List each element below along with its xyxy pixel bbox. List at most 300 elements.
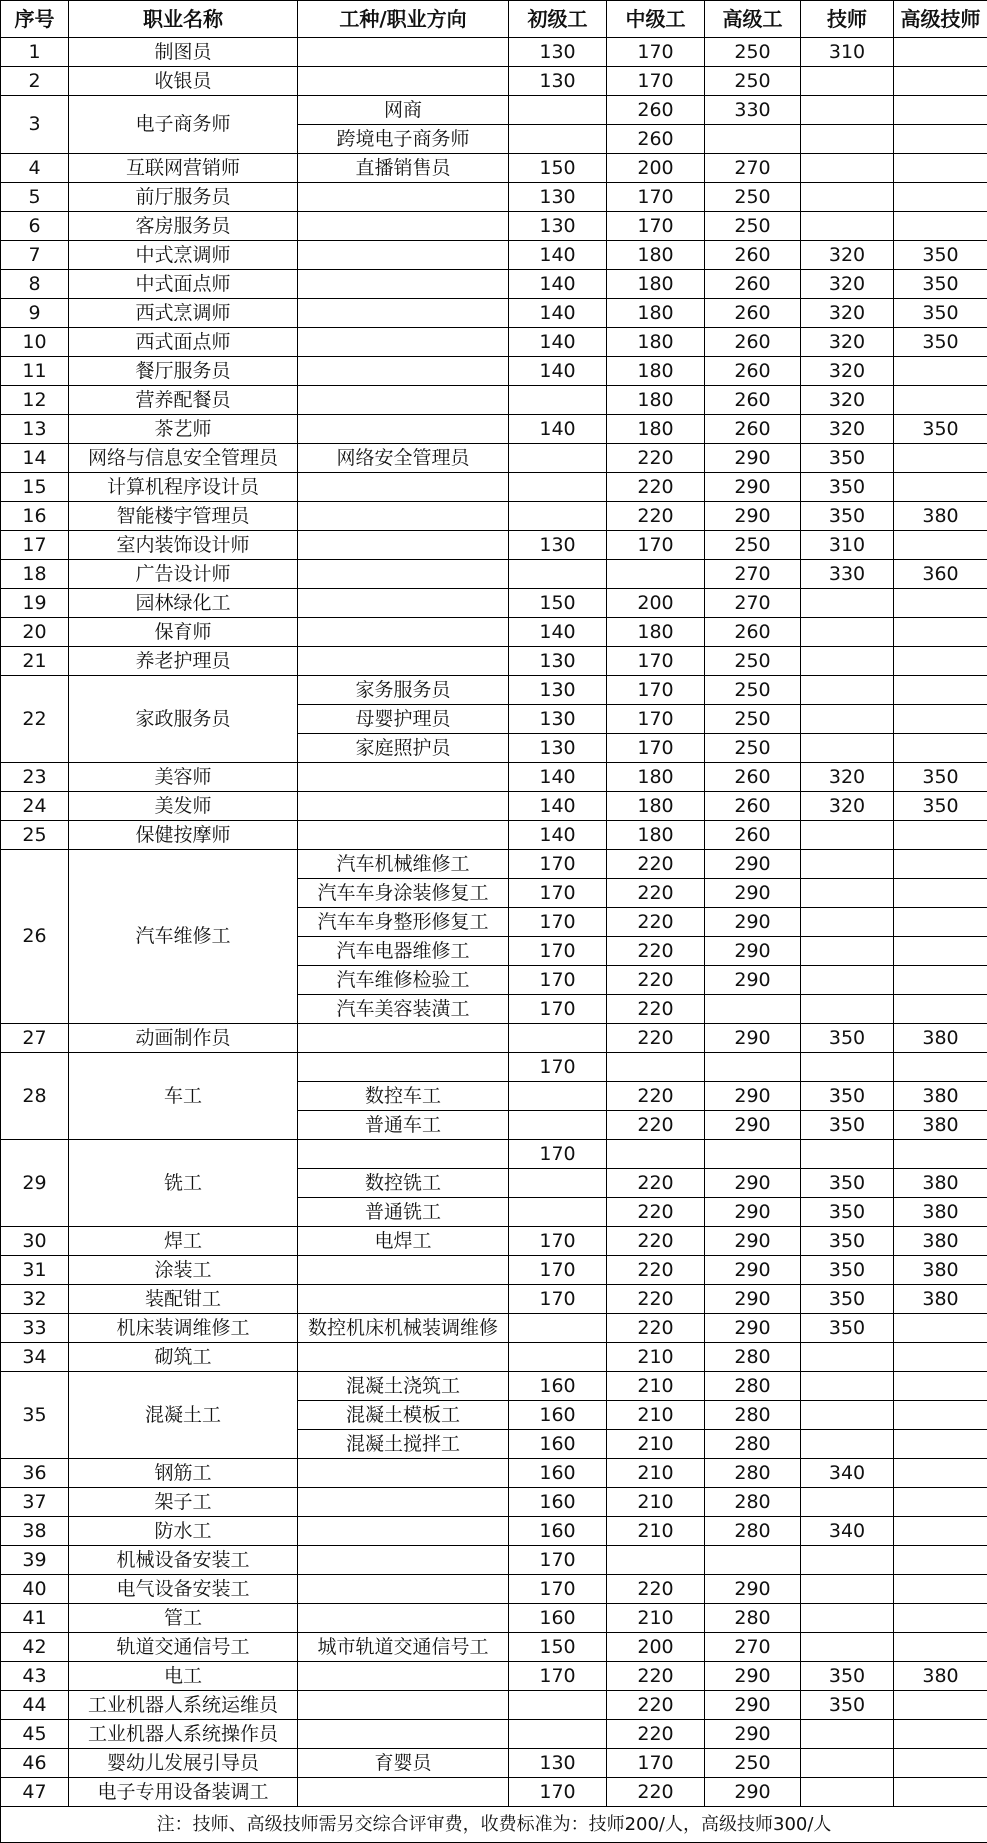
fee-cell-intermediate: 170 bbox=[607, 705, 705, 734]
fee-cell-junior bbox=[509, 125, 607, 154]
table-row bbox=[1, 1575, 987, 1604]
row-number-cell: 36 bbox=[1, 1459, 69, 1488]
fee-cell-technician: 350 bbox=[801, 1691, 894, 1720]
fee-cell-senior: 290 bbox=[705, 1720, 801, 1749]
occupation-name-cell: 美发师 bbox=[69, 792, 298, 821]
fee-cell-technician bbox=[801, 1488, 894, 1517]
job-direction-cell bbox=[298, 1778, 509, 1807]
table-row bbox=[1, 1372, 987, 1401]
fee-cell-technician bbox=[801, 1604, 894, 1633]
job-direction-cell: 网络安全管理员 bbox=[298, 444, 509, 473]
fee-cell-junior: 170 bbox=[509, 1227, 607, 1256]
fee-cell-intermediate: 220 bbox=[607, 1198, 705, 1227]
fee-cell-technician bbox=[801, 1053, 894, 1082]
fee-cell-technician bbox=[801, 908, 894, 937]
job-direction-cell: 混凝土浇筑工 bbox=[298, 1372, 509, 1401]
fee-cell-intermediate: 200 bbox=[607, 154, 705, 183]
fee-cell-senior-technician: 380 bbox=[894, 1662, 987, 1691]
fee-cell-senior: 270 bbox=[705, 560, 801, 589]
job-direction-cell: 跨境电子商务师 bbox=[298, 125, 509, 154]
row-number-cell: 8 bbox=[1, 270, 69, 299]
row-number-cell: 20 bbox=[1, 618, 69, 647]
fee-cell-junior: 160 bbox=[509, 1488, 607, 1517]
fee-cell-intermediate: 260 bbox=[607, 125, 705, 154]
table-row bbox=[1, 1024, 987, 1053]
fee-cell-senior: 260 bbox=[705, 821, 801, 850]
fee-cell-intermediate: 170 bbox=[607, 647, 705, 676]
job-direction-cell: 母婴护理员 bbox=[298, 705, 509, 734]
row-number-cell: 7 bbox=[1, 241, 69, 270]
fee-cell-junior: 170 bbox=[509, 966, 607, 995]
fee-cell-senior: 290 bbox=[705, 1691, 801, 1720]
fee-cell-senior-technician: 380 bbox=[894, 1285, 987, 1314]
fee-cell-senior: 260 bbox=[705, 328, 801, 357]
occupation-name-cell: 收银员 bbox=[69, 67, 298, 96]
fee-cell-junior bbox=[509, 1082, 607, 1111]
fee-cell-junior: 140 bbox=[509, 618, 607, 647]
occupation-name-cell: 婴幼儿发展引导员 bbox=[69, 1749, 298, 1778]
fee-cell-technician: 330 bbox=[801, 560, 894, 589]
fee-cell-senior-technician bbox=[894, 1053, 987, 1082]
occupation-name-cell: 动画制作员 bbox=[69, 1024, 298, 1053]
occupation-name-cell: 中式面点师 bbox=[69, 270, 298, 299]
job-direction-cell bbox=[298, 589, 509, 618]
fee-cell-senior: 290 bbox=[705, 473, 801, 502]
table-row bbox=[1, 502, 987, 531]
job-direction-cell: 数控机床机械装调维修 bbox=[298, 1314, 509, 1343]
job-direction-cell bbox=[298, 1488, 509, 1517]
occupation-name-cell: 工业机器人系统操作员 bbox=[69, 1720, 298, 1749]
fee-cell-technician: 320 bbox=[801, 270, 894, 299]
fee-cell-intermediate: 220 bbox=[607, 473, 705, 502]
fee-cell-technician bbox=[801, 96, 894, 125]
fee-cell-technician: 350 bbox=[801, 473, 894, 502]
row-number-cell: 13 bbox=[1, 415, 69, 444]
fee-cell-senior-technician bbox=[894, 96, 987, 125]
row-number-cell: 42 bbox=[1, 1633, 69, 1662]
fee-cell-senior: 260 bbox=[705, 357, 801, 386]
fee-cell-junior: 140 bbox=[509, 328, 607, 357]
fee-cell-senior-technician: 380 bbox=[894, 1256, 987, 1285]
job-direction-cell bbox=[298, 1575, 509, 1604]
fee-cell-technician: 320 bbox=[801, 763, 894, 792]
table-row bbox=[1, 96, 987, 125]
row-number-cell: 39 bbox=[1, 1546, 69, 1575]
fee-cell-intermediate: 220 bbox=[607, 1575, 705, 1604]
occupation-name-cell: 前厅服务员 bbox=[69, 183, 298, 212]
fee-cell-senior: 270 bbox=[705, 154, 801, 183]
fee-cell-senior: 290 bbox=[705, 850, 801, 879]
occupation-name-cell: 焊工 bbox=[69, 1227, 298, 1256]
occupation-name-cell: 装配钳工 bbox=[69, 1285, 298, 1314]
fee-cell-senior-technician bbox=[894, 1604, 987, 1633]
fee-cell-junior bbox=[509, 502, 607, 531]
table-row bbox=[1, 183, 987, 212]
fee-cell-senior-technician bbox=[894, 734, 987, 763]
fee-cell-intermediate: 220 bbox=[607, 937, 705, 966]
fee-cell-junior: 160 bbox=[509, 1430, 607, 1459]
fee-cell-intermediate: 220 bbox=[607, 1285, 705, 1314]
fee-cell-intermediate: 170 bbox=[607, 67, 705, 96]
job-direction-cell bbox=[298, 473, 509, 502]
fee-cell-senior: 290 bbox=[705, 1285, 801, 1314]
fee-cell-junior: 170 bbox=[509, 995, 607, 1024]
job-direction-cell bbox=[298, 328, 509, 357]
job-direction-cell bbox=[298, 415, 509, 444]
fee-cell-intermediate: 220 bbox=[607, 966, 705, 995]
job-direction-cell bbox=[298, 38, 509, 67]
fee-cell-intermediate: 180 bbox=[607, 328, 705, 357]
fee-cell-senior: 250 bbox=[705, 1749, 801, 1778]
table-row bbox=[1, 1517, 987, 1546]
fee-cell-senior-technician: 360 bbox=[894, 560, 987, 589]
occupation-name-cell: 防水工 bbox=[69, 1517, 298, 1546]
occupation-name-cell: 西式面点师 bbox=[69, 328, 298, 357]
fee-cell-senior: 290 bbox=[705, 502, 801, 531]
table-row bbox=[1, 676, 987, 705]
fee-cell-technician: 350 bbox=[801, 1198, 894, 1227]
fee-cell-technician: 350 bbox=[801, 1111, 894, 1140]
fee-cell-intermediate: 210 bbox=[607, 1604, 705, 1633]
occupation-name-cell: 电工 bbox=[69, 1662, 298, 1691]
fee-cell-senior-technician bbox=[894, 1720, 987, 1749]
fee-cell-senior-technician: 380 bbox=[894, 1024, 987, 1053]
fee-cell-junior: 130 bbox=[509, 212, 607, 241]
fee-cell-junior: 170 bbox=[509, 1140, 607, 1169]
fee-cell-senior-technician bbox=[894, 531, 987, 560]
fee-cell-senior: 260 bbox=[705, 618, 801, 647]
fee-cell-intermediate: 220 bbox=[607, 1691, 705, 1720]
row-number-cell: 25 bbox=[1, 821, 69, 850]
job-direction-cell bbox=[298, 183, 509, 212]
table-row bbox=[1, 1546, 987, 1575]
job-direction-cell bbox=[298, 1720, 509, 1749]
table-row bbox=[1, 241, 987, 270]
job-direction-cell bbox=[298, 1256, 509, 1285]
occupation-name-cell: 车工 bbox=[69, 1053, 298, 1140]
fee-cell-technician bbox=[801, 212, 894, 241]
fee-cell-senior: 290 bbox=[705, 1198, 801, 1227]
fee-cell-intermediate: 210 bbox=[607, 1372, 705, 1401]
table-row bbox=[1, 1749, 987, 1778]
table-row bbox=[1, 589, 987, 618]
fee-cell-intermediate: 180 bbox=[607, 357, 705, 386]
fee-cell-senior-technician: 350 bbox=[894, 763, 987, 792]
fee-cell-junior: 130 bbox=[509, 1749, 607, 1778]
occupation-name-cell: 餐厅服务员 bbox=[69, 357, 298, 386]
table-row bbox=[1, 560, 987, 589]
fee-cell-junior: 160 bbox=[509, 1459, 607, 1488]
fee-cell-junior bbox=[509, 1720, 607, 1749]
occupation-name-cell: 客房服务员 bbox=[69, 212, 298, 241]
fee-cell-intermediate: 220 bbox=[607, 1662, 705, 1691]
job-direction-cell bbox=[298, 241, 509, 270]
fee-cell-senior-technician bbox=[894, 1517, 987, 1546]
fee-cell-junior bbox=[509, 473, 607, 502]
table-row bbox=[1, 1459, 987, 1488]
header-cell-intermediate: 中级工 bbox=[607, 1, 705, 38]
fee-cell-junior: 140 bbox=[509, 299, 607, 328]
table-row bbox=[1, 299, 987, 328]
job-direction-cell: 混凝土搅拌工 bbox=[298, 1430, 509, 1459]
fee-cell-intermediate: 220 bbox=[607, 850, 705, 879]
row-number-cell: 2 bbox=[1, 67, 69, 96]
fee-cell-senior bbox=[705, 995, 801, 1024]
fee-cell-intermediate: 170 bbox=[607, 38, 705, 67]
job-direction-cell bbox=[298, 502, 509, 531]
fee-cell-technician bbox=[801, 618, 894, 647]
fee-cell-intermediate: 180 bbox=[607, 821, 705, 850]
row-number-cell: 37 bbox=[1, 1488, 69, 1517]
fee-cell-intermediate: 220 bbox=[607, 1227, 705, 1256]
fee-cell-intermediate: 220 bbox=[607, 1082, 705, 1111]
fee-cell-senior-technician: 380 bbox=[894, 1227, 987, 1256]
fee-cell-junior: 170 bbox=[509, 879, 607, 908]
fee-cell-senior-technician: 380 bbox=[894, 1111, 987, 1140]
fee-cell-senior: 280 bbox=[705, 1401, 801, 1430]
job-direction-cell bbox=[298, 1604, 509, 1633]
job-direction-cell: 家庭照护员 bbox=[298, 734, 509, 763]
table-row bbox=[1, 1662, 987, 1691]
fee-cell-technician: 350 bbox=[801, 1169, 894, 1198]
fee-cell-intermediate: 210 bbox=[607, 1488, 705, 1517]
fee-cell-technician bbox=[801, 1430, 894, 1459]
fee-cell-senior: 280 bbox=[705, 1459, 801, 1488]
fee-cell-intermediate bbox=[607, 1140, 705, 1169]
table-body bbox=[1, 38, 987, 1807]
occupation-name-cell: 混凝土工 bbox=[69, 1372, 298, 1459]
job-direction-cell: 普通车工 bbox=[298, 1111, 509, 1140]
job-direction-cell: 汽车机械维修工 bbox=[298, 850, 509, 879]
fee-cell-technician: 320 bbox=[801, 299, 894, 328]
fee-cell-junior bbox=[509, 444, 607, 473]
occupation-name-cell: 电子商务师 bbox=[69, 96, 298, 154]
occupation-name-cell: 涂装工 bbox=[69, 1256, 298, 1285]
header-cell-senior-technician: 高级技师 bbox=[894, 1, 987, 38]
row-number-cell: 29 bbox=[1, 1140, 69, 1227]
fee-cell-technician bbox=[801, 734, 894, 763]
table-row bbox=[1, 1633, 987, 1662]
fee-cell-junior bbox=[509, 1111, 607, 1140]
job-direction-cell bbox=[298, 357, 509, 386]
fee-cell-technician: 320 bbox=[801, 386, 894, 415]
fee-cell-junior: 170 bbox=[509, 1778, 607, 1807]
fee-cell-senior-technician bbox=[894, 821, 987, 850]
row-number-cell: 4 bbox=[1, 154, 69, 183]
job-direction-cell bbox=[298, 1662, 509, 1691]
header-row bbox=[1, 1, 987, 38]
fee-cell-senior-technician bbox=[894, 1401, 987, 1430]
fee-cell-senior: 290 bbox=[705, 1256, 801, 1285]
fee-cell-junior: 130 bbox=[509, 734, 607, 763]
fee-cell-intermediate: 210 bbox=[607, 1401, 705, 1430]
job-direction-cell bbox=[298, 1691, 509, 1720]
table-row bbox=[1, 1604, 987, 1633]
fee-cell-intermediate: 220 bbox=[607, 1024, 705, 1053]
fee-cell-senior-technician bbox=[894, 850, 987, 879]
row-number-cell: 14 bbox=[1, 444, 69, 473]
fee-cell-senior-technician bbox=[894, 473, 987, 502]
row-number-cell: 16 bbox=[1, 502, 69, 531]
header-cell-direction: 工种/职业方向 bbox=[298, 1, 509, 38]
fee-cell-junior bbox=[509, 1198, 607, 1227]
fee-cell-technician bbox=[801, 589, 894, 618]
table-row bbox=[1, 1343, 987, 1372]
fee-cell-technician: 320 bbox=[801, 415, 894, 444]
table-row bbox=[1, 531, 987, 560]
header-cell-name: 职业名称 bbox=[69, 1, 298, 38]
fee-cell-senior: 290 bbox=[705, 879, 801, 908]
table-row bbox=[1, 386, 987, 415]
row-number-cell: 41 bbox=[1, 1604, 69, 1633]
fee-cell-intermediate: 220 bbox=[607, 908, 705, 937]
fee-cell-technician bbox=[801, 125, 894, 154]
fee-cell-technician bbox=[801, 1575, 894, 1604]
fee-cell-intermediate: 170 bbox=[607, 212, 705, 241]
job-direction-cell bbox=[298, 821, 509, 850]
fee-cell-junior: 130 bbox=[509, 183, 607, 212]
fee-cell-intermediate: 220 bbox=[607, 1314, 705, 1343]
fee-cell-intermediate: 180 bbox=[607, 241, 705, 270]
fee-cell-senior-technician bbox=[894, 1372, 987, 1401]
fee-cell-junior bbox=[509, 1691, 607, 1720]
note-row bbox=[1, 1807, 987, 1843]
row-number-cell: 38 bbox=[1, 1517, 69, 1546]
row-number-cell: 3 bbox=[1, 96, 69, 154]
fee-cell-technician bbox=[801, 1140, 894, 1169]
table-row bbox=[1, 1256, 987, 1285]
row-number-cell: 12 bbox=[1, 386, 69, 415]
fee-cell-senior: 280 bbox=[705, 1488, 801, 1517]
fee-cell-junior bbox=[509, 1169, 607, 1198]
fee-cell-senior: 260 bbox=[705, 386, 801, 415]
fee-cell-junior: 170 bbox=[509, 850, 607, 879]
fee-cell-senior-technician bbox=[894, 154, 987, 183]
fee-cell-technician: 350 bbox=[801, 1024, 894, 1053]
job-direction-cell bbox=[298, 1343, 509, 1372]
table-row bbox=[1, 473, 987, 502]
fee-cell-intermediate: 210 bbox=[607, 1459, 705, 1488]
fee-cell-intermediate: 180 bbox=[607, 299, 705, 328]
fee-cell-senior-technician bbox=[894, 1749, 987, 1778]
table-row bbox=[1, 763, 987, 792]
occupation-name-cell: 西式烹调师 bbox=[69, 299, 298, 328]
fee-cell-senior-technician: 380 bbox=[894, 1198, 987, 1227]
fee-cell-technician bbox=[801, 1633, 894, 1662]
fee-cell-technician bbox=[801, 1749, 894, 1778]
fee-cell-senior-technician: 380 bbox=[894, 1169, 987, 1198]
table-row bbox=[1, 38, 987, 67]
job-direction-cell bbox=[298, 763, 509, 792]
row-number-cell: 10 bbox=[1, 328, 69, 357]
fee-cell-technician: 340 bbox=[801, 1459, 894, 1488]
fee-cell-intermediate: 260 bbox=[607, 96, 705, 125]
job-direction-cell: 数控铣工 bbox=[298, 1169, 509, 1198]
table-row bbox=[1, 357, 987, 386]
fee-cell-senior-technician bbox=[894, 357, 987, 386]
job-direction-cell bbox=[298, 270, 509, 299]
fee-cell-junior: 170 bbox=[509, 1662, 607, 1691]
fee-cell-junior: 130 bbox=[509, 67, 607, 96]
fee-cell-senior-technician: 350 bbox=[894, 328, 987, 357]
fee-cell-technician: 340 bbox=[801, 1517, 894, 1546]
table-row bbox=[1, 1227, 987, 1256]
fee-cell-junior: 170 bbox=[509, 1546, 607, 1575]
fee-cell-senior-technician bbox=[894, 618, 987, 647]
fee-cell-intermediate: 220 bbox=[607, 1778, 705, 1807]
fee-cell-senior-technician bbox=[894, 908, 987, 937]
fee-cell-senior-technician bbox=[894, 1546, 987, 1575]
fee-cell-senior bbox=[705, 1053, 801, 1082]
fee-cell-senior-technician bbox=[894, 1691, 987, 1720]
fee-cell-intermediate: 180 bbox=[607, 386, 705, 415]
occupation-name-cell: 架子工 bbox=[69, 1488, 298, 1517]
occupation-name-cell: 美容师 bbox=[69, 763, 298, 792]
fee-cell-intermediate: 220 bbox=[607, 1720, 705, 1749]
fee-cell-intermediate: 200 bbox=[607, 1633, 705, 1662]
fee-cell-technician bbox=[801, 67, 894, 96]
fee-cell-intermediate: 170 bbox=[607, 676, 705, 705]
fee-cell-intermediate: 180 bbox=[607, 618, 705, 647]
occupation-name-cell: 砌筑工 bbox=[69, 1343, 298, 1372]
job-direction-cell bbox=[298, 1140, 509, 1169]
job-direction-cell: 汽车车身整形修复工 bbox=[298, 908, 509, 937]
fee-cell-senior: 290 bbox=[705, 1778, 801, 1807]
row-number-cell: 1 bbox=[1, 38, 69, 67]
row-number-cell: 21 bbox=[1, 647, 69, 676]
table-row bbox=[1, 328, 987, 357]
fee-cell-senior: 280 bbox=[705, 1372, 801, 1401]
occupation-name-cell: 轨道交通信号工 bbox=[69, 1633, 298, 1662]
table-row bbox=[1, 1285, 987, 1314]
fee-cell-intermediate: 220 bbox=[607, 1111, 705, 1140]
fee-cell-intermediate: 180 bbox=[607, 792, 705, 821]
job-direction-cell bbox=[298, 212, 509, 241]
fee-cell-technician: 310 bbox=[801, 531, 894, 560]
fee-cell-junior: 140 bbox=[509, 821, 607, 850]
job-direction-cell bbox=[298, 792, 509, 821]
fee-cell-senior: 260 bbox=[705, 792, 801, 821]
fee-cell-junior: 130 bbox=[509, 705, 607, 734]
occupation-name-cell: 机床装调维修工 bbox=[69, 1314, 298, 1343]
fee-cell-senior-technician: 350 bbox=[894, 241, 987, 270]
occupation-name-cell: 营养配餐员 bbox=[69, 386, 298, 415]
fee-cell-senior: 250 bbox=[705, 705, 801, 734]
fee-cell-senior: 330 bbox=[705, 96, 801, 125]
table-row bbox=[1, 154, 987, 183]
fee-cell-senior-technician bbox=[894, 647, 987, 676]
job-direction-cell: 混凝土模板工 bbox=[298, 1401, 509, 1430]
row-number-cell: 17 bbox=[1, 531, 69, 560]
fee-cell-junior: 140 bbox=[509, 357, 607, 386]
fee-cell-technician: 350 bbox=[801, 1285, 894, 1314]
fee-cell-senior: 260 bbox=[705, 299, 801, 328]
fee-cell-senior-technician bbox=[894, 879, 987, 908]
fee-cell-technician: 350 bbox=[801, 1227, 894, 1256]
occupation-name-cell: 管工 bbox=[69, 1604, 298, 1633]
job-direction-cell: 电焊工 bbox=[298, 1227, 509, 1256]
fee-cell-junior bbox=[509, 1024, 607, 1053]
row-number-cell: 44 bbox=[1, 1691, 69, 1720]
fee-cell-senior-technician: 350 bbox=[894, 792, 987, 821]
fee-cell-technician bbox=[801, 1778, 894, 1807]
fee-cell-technician bbox=[801, 995, 894, 1024]
table-row bbox=[1, 647, 987, 676]
job-direction-cell: 直播销售员 bbox=[298, 154, 509, 183]
fee-cell-intermediate: 220 bbox=[607, 879, 705, 908]
fee-cell-senior: 250 bbox=[705, 531, 801, 560]
fee-cell-senior: 260 bbox=[705, 270, 801, 299]
